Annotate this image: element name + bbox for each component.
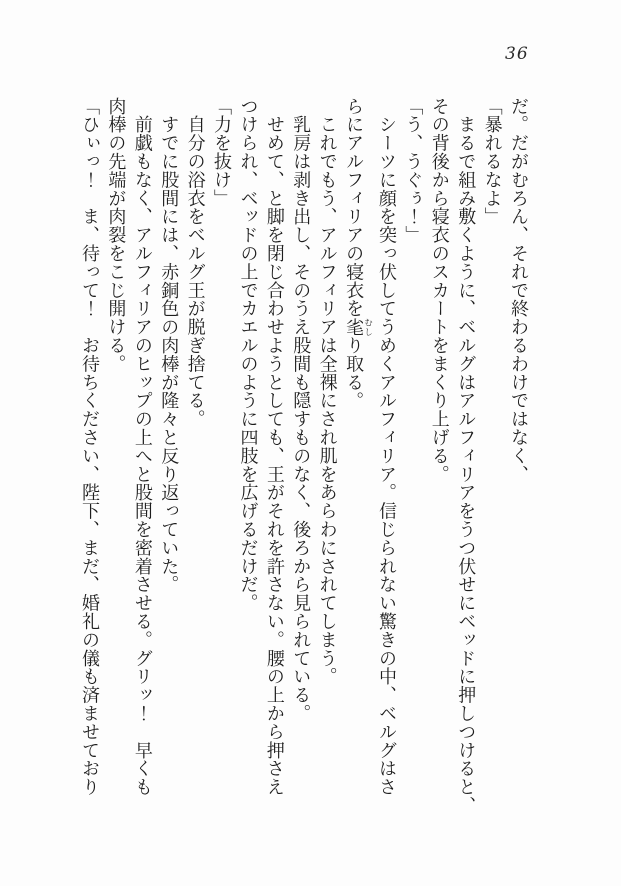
text-line: 肉棒の先端が肉裂をこじ開ける。 bbox=[105, 97, 127, 373]
text-block bbox=[76, 97, 531, 813]
text-line: 自分の浴衣をベルグ王が脱ぎ捨てる。 bbox=[184, 97, 206, 429]
text-line: 乳房は剥き出し、そのうえ股間も隠すものなく、後ろから見られている。 bbox=[290, 97, 312, 723]
text-line: らにアルフィリアの寝衣を毟むしり取る。 bbox=[343, 97, 373, 410]
text-line: せめて、と脚を閉じ合わせようとしても、王がそれを許さない。腰の上から押さえ bbox=[263, 97, 285, 797]
text-line: すでに股間には、赤銅色の肉棒が隆々と反り返っていた。 bbox=[158, 97, 180, 594]
text-line: だ。だがむろん、それで終わるわけではなく、 bbox=[508, 97, 529, 484]
ruby-annotation: 毟むし bbox=[343, 317, 373, 337]
text-line: その背後から寝衣のスカートをまくり上げる。 bbox=[428, 97, 450, 484]
text-line: つけられ、ベッドの上でカエルのように四肢を広げるだけだ。 bbox=[237, 97, 259, 613]
text-line: シーツに顔を突っ伏してうめくアルフィリア。信じられない驚きの中、ベルグはさ bbox=[375, 97, 397, 797]
text-line: これでもう、アルフィリアは全裸にされ肌をあらわにされてしまう。 bbox=[316, 97, 338, 686]
text-line: 「う、うぐぅ！」 bbox=[402, 97, 424, 245]
page-number: 36 bbox=[505, 44, 529, 64]
text-line: 「ひぃっ！ ま、待って！ お待ちください、陛下、まだ、婚礼の儀も済ませており bbox=[79, 97, 100, 797]
text-line: まるで組み敷くように、ベルグはアルフィリアをうつ伏せにベッドに押しつけると、 bbox=[455, 97, 477, 815]
text-line: 前戯もなく、アルフィリアのヒップの上へと股間を密着させる。グリッ！ 早くも bbox=[131, 97, 153, 797]
text-line: 「力を抜け」 bbox=[211, 97, 233, 208]
text-line: 「暴れるなよ」 bbox=[481, 97, 503, 226]
